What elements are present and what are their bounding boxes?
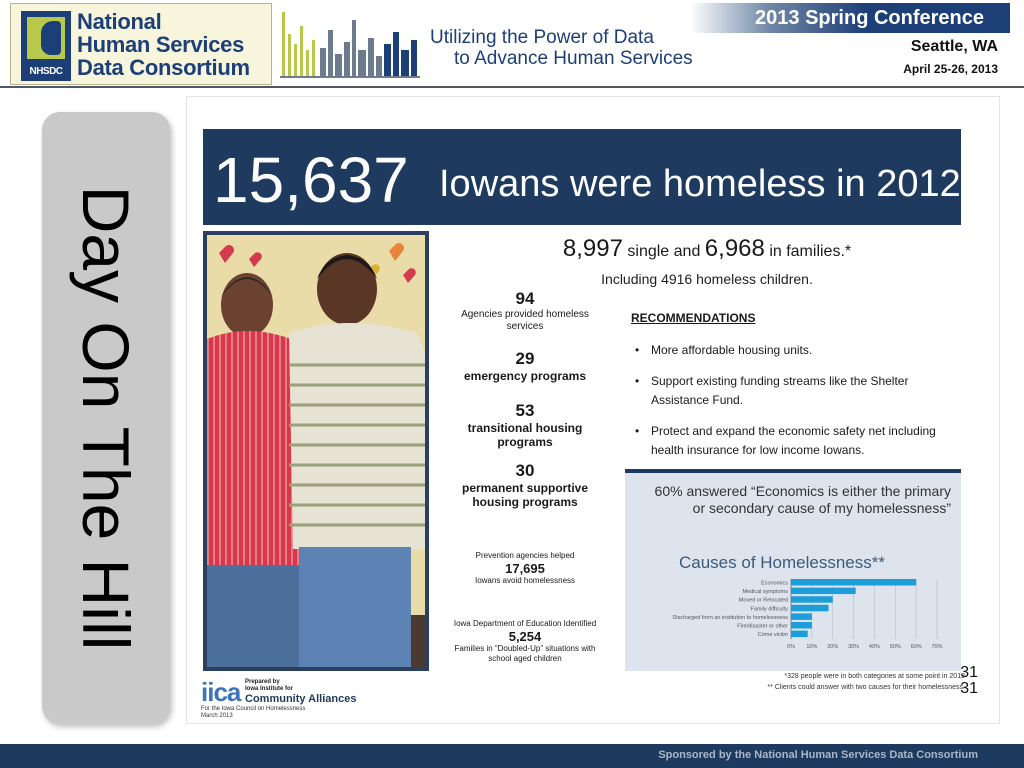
slide-number-duplicate: 31 (960, 680, 978, 697)
x-tick-label: 20% (827, 644, 839, 651)
bar (791, 596, 833, 603)
conference-tagline: Utilizing the Power of Data to Advance Human Services (430, 27, 693, 69)
x-tick-label: 0% (787, 644, 795, 651)
stat-agencies: 94 Agencies provided homeless services (461, 289, 589, 332)
category-label: Crime victim (757, 632, 788, 639)
headline-number: 15,637 (213, 144, 409, 216)
recommendations (631, 311, 961, 472)
children-note: Including 4916 homeless children. (601, 271, 813, 287)
list-item: • More affordable housing units. (631, 341, 961, 360)
category-label: Fire/disaster or other (737, 623, 788, 630)
footer-sponsor: Sponsored by the National Human Services Data Consortium (658, 749, 978, 761)
conference-title: 2013 Spring Conference (755, 7, 984, 29)
footer (0, 744, 1024, 768)
bar (791, 622, 812, 629)
photo-image (207, 235, 425, 667)
single-count: 8,997 (562, 235, 623, 262)
slide-number: 31 (960, 664, 978, 681)
bar (791, 605, 829, 612)
economics-quote: 60% answered “Economics is either the primary or secondary cause of my homelessness” (654, 483, 951, 516)
conference-banner (690, 3, 1010, 33)
recommendations-title: RECOMMENDATIONS (631, 311, 756, 325)
x-tick-label: 60% (910, 644, 922, 651)
footnote-1: *328 people were in both categories at some point in 2012 (784, 673, 965, 680)
causes-panel (625, 469, 961, 671)
footnote-2: ** Clients could answer with two causes for their homelessness. (767, 684, 965, 691)
headline-banner (203, 129, 961, 225)
category-label: Family difficulty (750, 606, 788, 613)
causes-bar-chart (625, 577, 961, 673)
nhsdc-emblem-icon (21, 11, 71, 81)
org-name: National Human Services Data Consortium (77, 9, 250, 80)
header (0, 0, 1024, 88)
x-tick-label: 30% (848, 644, 860, 651)
x-tick-label: 10% (806, 644, 818, 651)
iica-logo-text: iica (201, 677, 241, 707)
stat-prevention: Prevention agencies helped 17,695 Iowans avoid homelessness (474, 551, 576, 585)
family-photo (203, 231, 429, 671)
infographic-slide (186, 96, 1000, 724)
org-abbreviation: NHSDC (29, 66, 63, 77)
stat-education: Iowa Department of Education Identified 5,254 Families in “Doubled-Up” situations with school aged children (453, 619, 597, 663)
category-label: Medical symptoms (742, 589, 788, 596)
stat-transitional: 53 transitional housing programs (467, 401, 583, 449)
category-label: Moved or Relocated (738, 597, 788, 604)
side-title-panel (42, 112, 170, 724)
list-item: • Support existing funding streams like the Shelter Assistance Fund. (631, 372, 961, 410)
causes-title: Causes of Homelessness** (679, 553, 885, 572)
population-breakdown (487, 235, 927, 263)
bar (791, 631, 808, 638)
single-label: single and (627, 243, 701, 260)
headline-text: Iowans were homeless in 2012 (439, 163, 961, 205)
category-label: Discharged from an institution to homelessness (672, 614, 788, 621)
recommendations-list (631, 341, 961, 460)
footnotes (647, 671, 965, 693)
x-tick-label: 50% (889, 644, 901, 651)
x-tick-label: 70% (931, 644, 943, 651)
category-label: Economics (761, 580, 788, 587)
stat-emergency: 29 emergency programs (463, 349, 587, 383)
conference-dates: April 25-26, 2013 (903, 62, 998, 76)
family-label: in families.* (769, 243, 852, 260)
conference-city: Seattle, WA (910, 38, 998, 55)
bar (791, 588, 856, 595)
iica-logo: iica Prepared by Iowa Institute for Community Alliances For the Iowa Council on Homelessness March 2013 (201, 677, 357, 719)
nhsdc-logo (10, 3, 272, 85)
side-title: Day On The Hill (69, 185, 143, 651)
stat-permanent: 30 permanent supportive housing programs (461, 461, 589, 509)
x-tick-label: 40% (868, 644, 880, 651)
list-item: • Protect and expand the economic safety net including health insurance for low income Iowans. (631, 422, 961, 460)
bar (791, 613, 812, 620)
bar (791, 579, 916, 586)
city-skyline-icon (280, 4, 420, 80)
family-count: 6,968 (704, 235, 765, 262)
